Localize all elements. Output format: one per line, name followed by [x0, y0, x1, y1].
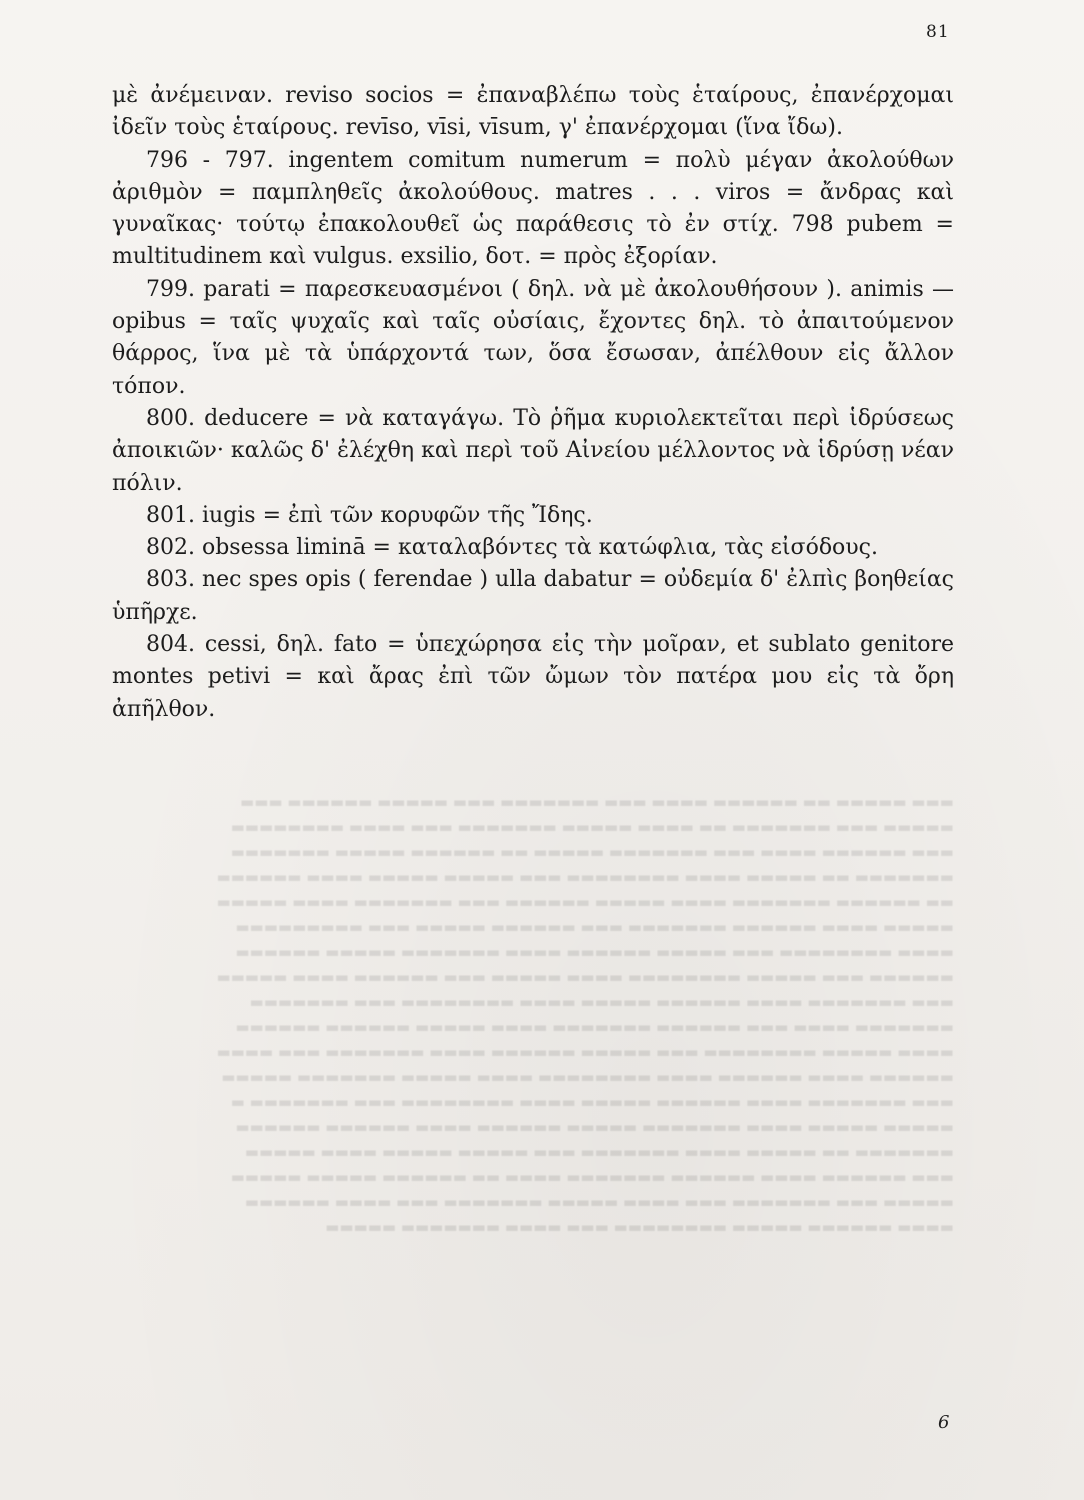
show-through-texture: ▬▬▬ ▬▬▬▬▬ ▬▬ ▬▬▬▬▬▬ ▬▬▬▬ ▬▬▬ ▬▬▬▬▬▬▬ ▬▬▬ ▬▬▬▬▬ ▬▬▬▬▬▬ ▬▬▬ ▬▬▬▬▬ ▬▬▬ ▬▬▬▬▬▬▬ ▬▬ ▬▬▬▬ ▬▬▬▬▬ ▬▬▬▬▬▬▬ ▬▬▬ ▬▬▬▬ ▬▬▬▬▬▬▬▬ ▬▬▬ ▬▬▬▬▬▬ ▬▬▬▬ ▬▬▬ ▬▬▬▬▬▬▬ ▬▬▬▬▬ ▬▬ ▬▬▬▬▬▬ ▬▬▬▬▬ ▬▬▬▬▬▬▬ ▬▬▬▬▬▬▬ ▬▬ ▬▬▬▬▬ ▬▬▬▬ ▬▬▬▬▬▬▬▬ ▬▬▬ ▬▬▬▬▬ ▬▬▬▬▬ ▬▬▬▬ ▬▬▬▬▬▬ ▬▬ ▬▬▬▬▬▬ ▬▬▬▬▬▬▬ ▬▬▬▬ ▬▬▬▬▬ ▬▬▬▬▬▬ ▬▬▬ ▬▬▬▬▬▬▬ ▬▬▬▬ ▬▬▬▬▬ ▬▬▬▬▬ ▬▬▬▬ ▬▬▬▬▬▬ ▬▬▬▬▬▬▬ ▬▬▬ ▬▬▬▬▬▬ ▬▬▬▬▬ ▬▬▬ ▬▬▬▬▬▬▬▬▬ ▬▬▬▬ ▬▬▬▬▬▬▬▬ ▬▬▬ ▬▬▬▬▬ ▬▬▬▬▬▬ ▬▬▬▬ ▬▬▬▬▬▬▬ ▬▬▬▬▬ ▬▬▬▬▬▬ ▬▬▬▬▬▬ ▬▬▬ ▬▬▬▬▬ ▬▬▬▬▬▬▬▬ ▬▬▬▬ ▬▬▬▬▬ ▬▬▬ ▬▬▬▬▬▬ ▬▬▬▬ ▬▬▬▬▬ ▬▬▬ ▬▬▬▬▬▬▬ ▬▬▬▬ ▬▬▬▬▬▬ ▬▬▬▬▬ ▬▬▬▬ ▬▬▬▬▬▬▬▬ ▬▬▬ ▬▬▬▬▬▬▬ ▬▬▬▬▬▬▬ ▬▬▬▬ ▬▬▬ ▬▬▬▬▬▬ ▬▬▬▬▬▬▬ ▬▬▬▬ ▬▬▬▬▬ ▬▬▬▬▬▬ ▬▬▬▬▬▬ ▬▬▬▬ ▬▬▬▬▬ ▬▬▬▬▬▬▬▬ ▬▬▬ ▬▬▬▬▬ ▬▬▬▬▬▬ ▬▬▬▬ ▬▬▬▬▬▬▬ ▬▬▬ ▬▬▬▬ ▬▬▬▬▬▬ ▬▬▬▬ ▬▬▬▬▬▬ ▬▬▬▬ ▬▬▬▬▬▬▬▬ ▬▬▬▬ ▬▬▬▬▬ ▬▬▬▬▬▬▬ ▬▬▬▬▬ ▬▬▬ ▬▬▬▬▬▬▬ ▬▬▬▬ ▬▬▬▬▬▬ ▬▬▬▬▬ ▬▬▬▬ ▬▬▬▬▬▬▬▬ ▬▬▬ ▬▬▬▬▬▬▬ ▬ ▬▬▬▬▬ ▬▬▬▬▬ ▬▬▬▬ ▬▬▬▬▬▬▬ ▬▬▬▬▬ ▬▬▬▬▬▬ ▬▬▬▬ ▬▬▬▬▬▬ ▬▬▬▬▬▬ ▬▬▬▬▬▬▬ ▬▬ ▬▬▬▬▬ ▬▬▬▬ ▬▬▬▬▬▬▬ ▬▬▬ ▬▬▬▬▬ ▬▬▬▬▬ ▬▬▬▬ ▬▬▬▬▬ ▬▬▬ ▬▬▬▬▬▬ ▬▬▬▬ ▬▬▬▬▬▬ ▬▬▬▬▬▬▬ ▬▬▬▬ ▬▬ ▬▬▬▬▬▬ ▬▬▬▬▬ ▬▬▬▬▬ ▬▬▬▬▬ ▬▬▬ ▬▬▬▬▬▬▬ ▬▬▬ ▬▬▬▬ ▬▬▬▬▬ ▬▬▬▬▬▬▬ ▬▬▬ ▬▬▬▬ ▬▬▬▬▬▬ ▬▬▬▬ ▬▬▬▬▬▬ ▬▬▬▬▬ ▬▬▬▬▬▬▬▬ ▬▬▬ ▬▬▬▬ ▬▬▬▬▬▬▬ ▬▬▬▬▬ [216, 793, 954, 1236]
paragraph-799: 799. parati = παρεσκευασμένοι ( δηλ. νὰ μὲ ἀκολουθήσουν ). animis — opibus = ταῖς ψυχαῖς καὶ ταῖς οὐσίαις, ἔχοντες δηλ. τὸ ἀπαιτούμενον θάρρος, ἵνα μὲ τὰ ὑπάρχοντά των, ὅσα ἔσωσαν, ἀπέλθουν εἰς ἄλλον τόπον. [112, 276, 954, 399]
paragraph-804: 804. cessi, δηλ. fato = ὑπεχώρησα εἰς τὴν μοῖραν, et sublato genitore montes petivi = καὶ ἄρας ἐπὶ τῶν ὤμων τὸν πατέρα μου εἰς τὰ ὄρη ἀπῆλθον. [112, 632, 954, 722]
paragraph-reviso: μὲ ἀνέμειναν. reviso socios = ἐπαναβλέπω τοὺς ἑταίρους, ἐπανέρχομαι ἰδεῖν τοὺς ἑταίρους. revīso, vīsi, vīsum, γ' ἐπανέρχομαι (ἵνα ἴδω). [112, 83, 954, 141]
page-number: 81 [926, 22, 950, 42]
paragraph-796-797: 796 - 797. ingentem comitum numerum = πολὺ μέγαν ἀκολούθων ἀριθμὸν = παμπληθεῖς ἀκολούθους. matres . . . viros = ἄνδρας καὶ γυναῖκας· τούτῳ ἐπακολουθεῖ ὡς παράθεσις τὸ ἐν στίχ. 798 pubem = multitudinem καὶ vulgus. exsilio, δοτ. = πρὸς ἐξορίαν. [112, 147, 954, 270]
paragraph-801: 801. iugis = ἐπὶ τῶν κορυφῶν τῆς Ἴδης. [146, 502, 593, 528]
paragraph-800: 800. deducere = νὰ καταγάγω. Τὸ ῥῆμα κυριολεκτεῖται περὶ ἱδρύσεως ἀποικιῶν· καλῶς δ' ἐλέχθη καὶ περὶ τοῦ Αἰνείου μέλλοντος νὰ ἱδρύσῃ νέαν πόλιν. [112, 405, 954, 496]
commentary-text [112, 80, 954, 726]
signature-mark: 6 [938, 1412, 950, 1433]
paragraph-802: 802. obsessa liminā = καταλαβόντες τὰ κατώφλια, τὰς εἰσόδους. [146, 535, 878, 561]
paragraph-803: 803. nec spes opis ( ferendae ) ulla dabatur = οὐδεμία δ' ἐλπὶς βοηθείας ὑπῆρχε. [112, 567, 954, 625]
